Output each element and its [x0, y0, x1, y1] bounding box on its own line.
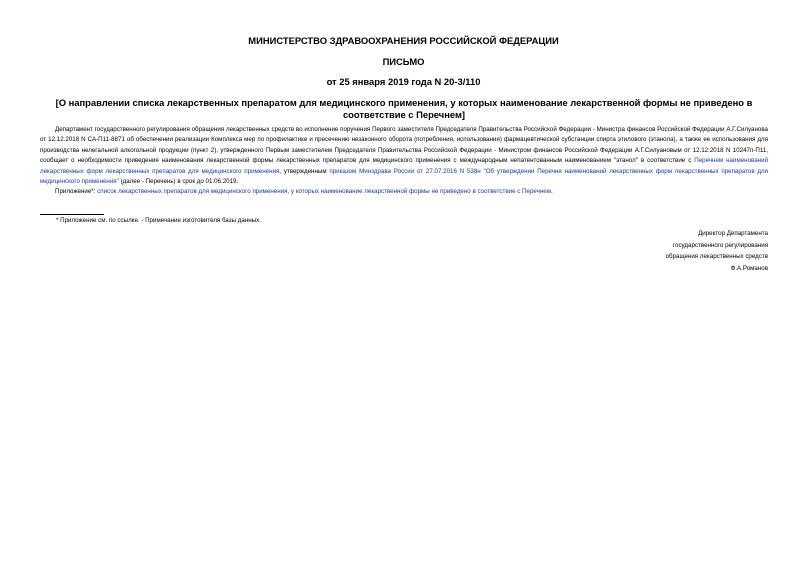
signature-name: Ф.А.Романов: [730, 264, 768, 272]
p2-text-end: .: [550, 188, 553, 196]
document-body: [40, 125, 768, 198]
signature-block: [468, 228, 768, 274]
signature-line-3: обращения лекарственных средств: [665, 253, 768, 261]
document-type: ПИСЬМО: [382, 56, 425, 67]
body-paragraph-appendix: [40, 187, 768, 197]
signature-line-2: государственного регулирования: [672, 241, 768, 249]
ministry-heading: МИНИСТЕРСТВО ЗДРАВООХРАНЕНИЯ РОССИЙСКОЙ ФЕДЕРАЦИИ: [248, 35, 559, 46]
footnote: * Приложение см. по ссылке. - Примечание изготовителя базы данных.: [56, 217, 261, 224]
link-forms-list[interactable]: Перечнем наименований лекарственных форм лекарственных препаратов для медицинского применения: [40, 157, 768, 175]
p1-text-mid: , утвержденным: [279, 167, 330, 175]
document-title: [О направлении списка лекарственных препаратом для медицинского применения, у которых наименование лекарственной формы не приведено в соответствие с Перечнем]: [55, 97, 753, 120]
p1-text-end: (далее - Перечень) в срок до 01.06.2019.: [118, 178, 239, 186]
p2-text-start: Приложение*:: [55, 188, 98, 196]
signature-line-1: Директор Департамента: [698, 230, 768, 237]
document-date-number: от 25 января 2019 года N 20-3/110: [326, 76, 481, 87]
link-appendix-list[interactable]: список лекарственных препаратов для медицинского применения, у которых наименование лекарственной формы не приведено в соответствие с Перечнем: [97, 188, 551, 196]
link-order-538n[interactable]: приказом Минздрава России от 27.07.2016 N 538н "Об утверждении Перечня наименований лекарственных форм лекарственных препаратов для медицинского применения": [40, 167, 768, 186]
body-paragraph-1: [40, 125, 768, 187]
footnote-divider: [40, 214, 104, 215]
p1-text-start: Департамент государственного регулирования обращения лекарственных средств во исполнение поручения Первого заместителя Председателя Правительства Российской Федерации - Министра финансов Российской Федерации А.Г.Силуанова от 12.12.2018 N СА-П11-8871 об обеспечении реализации Комплекса мер по профилактике и пресечению незаконного оборота (потребления, использования) фармацевтической субстанции спирта этилового (этанола), а также ее использования для производства нелегальной алкогольной продукции (пункт 2), утвержденного Первым заместителем Председателя Правительства Российской Федерации - Министром финансов Российской Федерации А.Г.Силуановым от 12.12.2018 N 10247п-П11, сообщает о необходимости приведения наименования лекарственной формы лекарственных препаратов для медицинского применения с международным непатентованным наименованием "этанол" в соответствие с: [40, 126, 768, 165]
